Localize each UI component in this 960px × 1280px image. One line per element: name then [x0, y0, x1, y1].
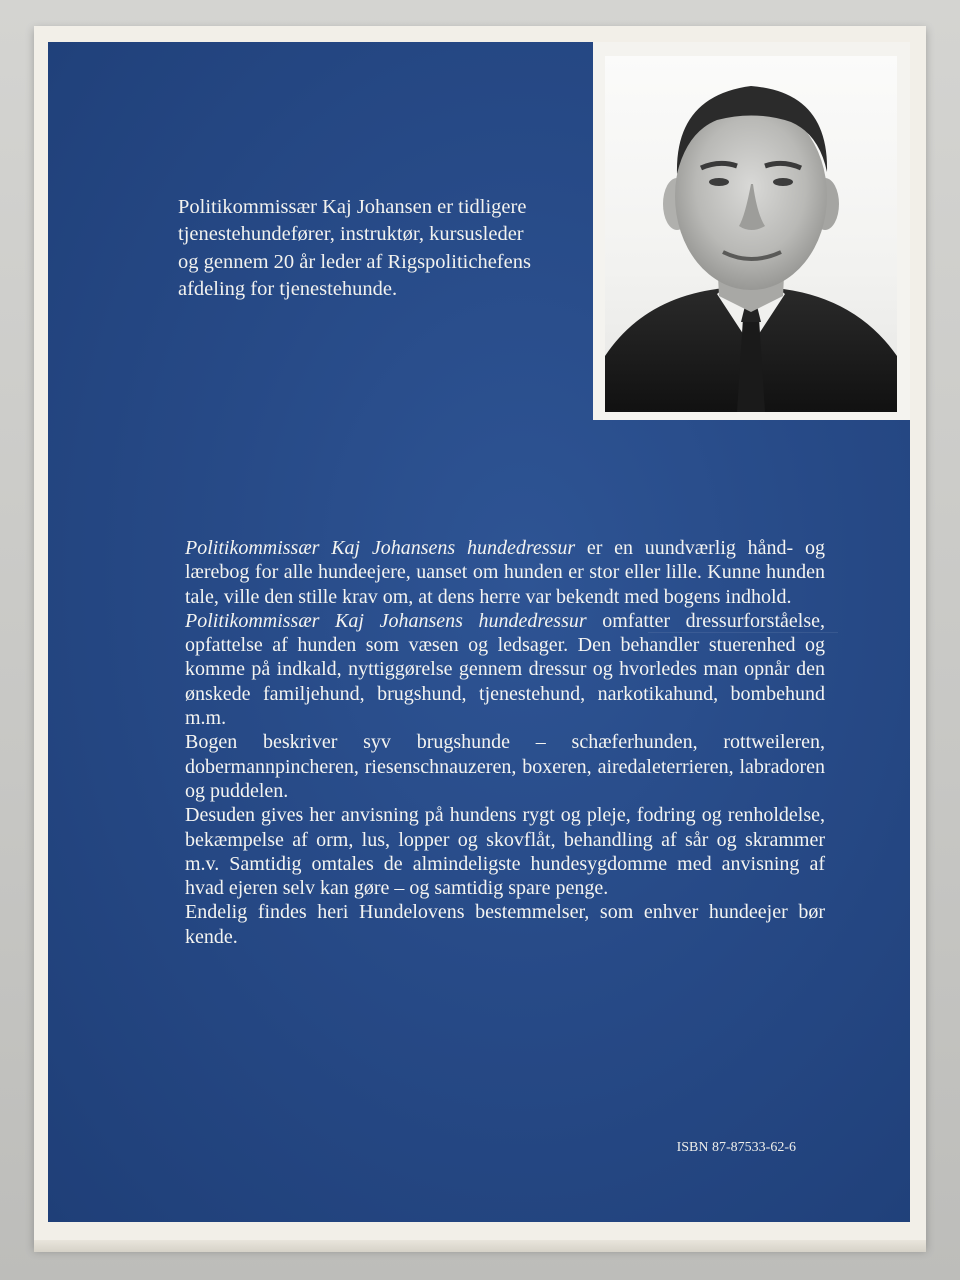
book-title-italic: Politikommissær Kaj Johansens hundedressur: [185, 537, 576, 559]
author-portrait-svg: [605, 56, 897, 412]
paragraph-text: omfatter dressurforståelse, opfattelse af hunden som væsen og ledsager. Den behandler stuerenhed og komme på indkald, nyttiggørelse gennem dressur og hvorledes man opnår den ønskede familjehund, brugshund, tjenestehund, narkotikahund, bombehund m.m.: [185, 609, 825, 730]
paragraph-text: Endelig findes heri Hundelovens bestemmelser, som enhver hundeejer bør kende.: [185, 901, 825, 948]
book-title-italic: Politikommissær Kaj Johansens hundedressur: [185, 609, 587, 632]
paragraph-text: er en uundværlig hånd- og lærebog for alle hundeejere, uanset om hunden er stor eller lille. Kunne hunden tale, ville den stille krav om, at dens herre var bekendt med bogens indhold.: [185, 537, 825, 608]
description-paragraph: [185, 803, 825, 900]
paragraph-text: Bogen beskriver syv brugshunde – schæferhunden, rottweileren, dobermannpincheren, riesenschnauzeren, boxeren, airedaleterrieren, labradoren og puddelen.: [185, 731, 825, 802]
paragraph-text: Desuden gives her anvisning på hundens rygt og pleje, fodring og renholdelse, bekæmpelse af orm, lus, lopper og skovflåt, behandling af sår og skrammer m.v. Samtidig omtales de almindeligste hundesygdomme med anvisning af hvad ejeren selv kan gøre – og samtidig spare penge.: [185, 804, 825, 900]
description-paragraph: [185, 730, 825, 803]
isbn-label: ISBN 87-87533-62-6: [676, 1140, 796, 1155]
blue-cover-panel: [48, 42, 910, 1222]
description-paragraph: [185, 536, 825, 609]
book-description: [185, 536, 825, 949]
book-bottom-edge: [34, 1240, 926, 1252]
author-bio: Politikommissær Kaj Johansen er tidligere tjenestehundefører, instruktør, kursusleder og gennem 20 år leder af Rigspolitichefens afdeling for tjenestehunde.: [178, 196, 531, 301]
description-paragraph: [185, 609, 825, 730]
author-photo: [605, 56, 897, 412]
description-paragraph: [185, 900, 825, 949]
